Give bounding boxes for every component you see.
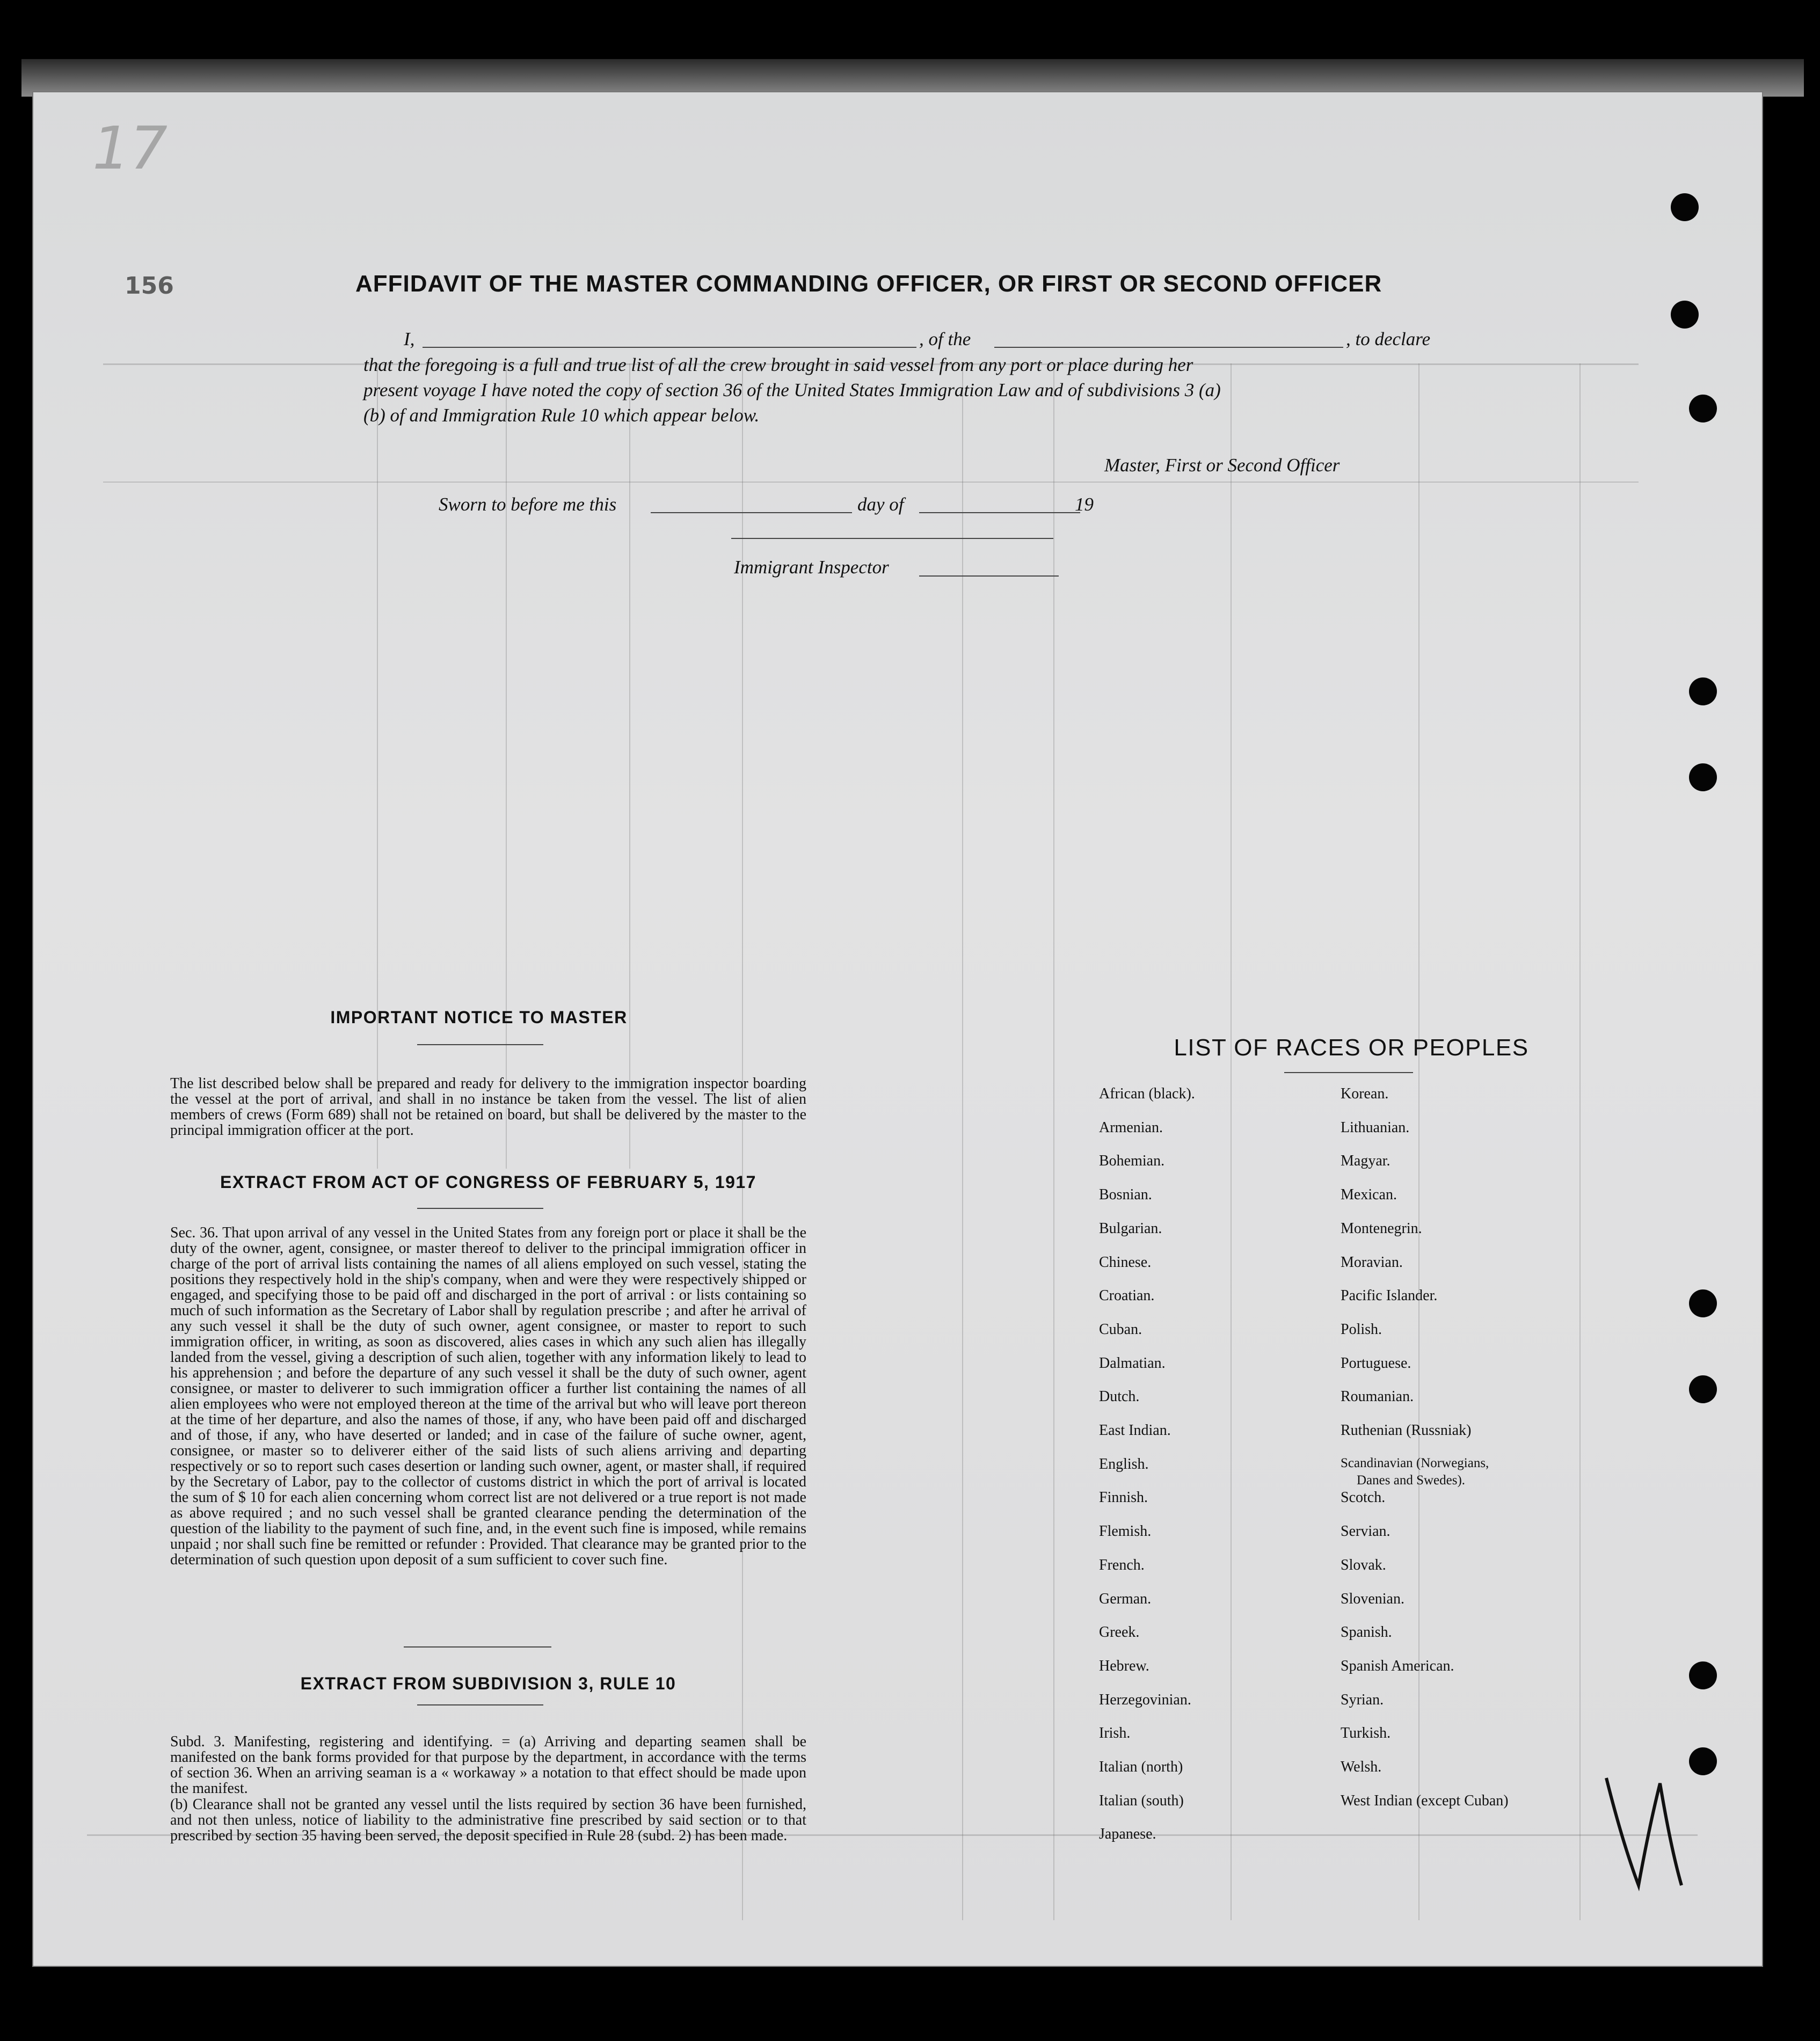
race-item: Croatian. xyxy=(1099,1287,1155,1304)
act-text: Sec. 36. That upon arrival of any vessel in the United States from any foreign port or place it shall be the duty of the owner, agent, consignee, or master thereof to deliver to the principal immigration officer in charge of the port of arrival lists containing the names of all aliens employed on such vessel, stating the positions they respectively hold in the ship's company, when and were they were respectively shipped or engaged, and specifying those to be paid off and discharged in the port of arrival : or lists containing so much of such information as the Secretary of Labor shall by regulation prescribe ; and after he arrival of any such vessel it shall be the duty of such owner, agent consignee, or master to report to such immigration officer, in writing, as soon as discovered, alies cases in which any such alien has illegally landed from the vessel, giving a description of such alien, together with any information likely to lead to his apprehension ; and before the departure of any such vessel it shall be the duty of such owner, agent consignee, or master to deliverer to such immigration officer a further list containing the names of all alien employees who were not employed thereon at the time of the arrival but who will leave port thereon at the time of her departure, and also the names of those, if any, who have been paid off and discharged and of those, if any, who have deserted or landed; and in case of the failure of suche owner, agent, consignee, or master so to deliverer either of the said lists of such aliens arriving and departing respectively or so to report such cases desertion or landing such owner, agent, or master shall, if required by the Secretary of Labor, pay to the collector of customs district in which the port of arrival is located the sum of $ 10 for each alien concerning whom correct list are not delivered or a true report is not made as above required ; and no such vessel shall be granted clearance pending the determination of the question of the liability to the payment of such fine, and, in the event such fine is imposed, while remains unpaid ; nor shall such fine be remitted or refunder : Provided. That clearance may be granted prior to the determination of such question upon deposit of a sum sufficient to cover such fine. xyxy=(170,1224,806,1568)
stamp-number: 156 xyxy=(125,272,174,300)
race-item: Finnish. xyxy=(1099,1489,1148,1506)
year-label: 19 xyxy=(1075,494,1094,515)
act-divider xyxy=(404,1646,551,1648)
race-item: Armenian. xyxy=(1099,1119,1163,1136)
race-item: Magyar. xyxy=(1341,1153,1391,1170)
affidavit-line-3: present voyage I have noted the copy of section 36 of the United States Immigration Law and of subdivisions 3 (a) xyxy=(363,380,1221,400)
punch-hole xyxy=(1671,301,1699,329)
bleed-through-column xyxy=(1053,363,1054,1920)
race-item: Bohemian. xyxy=(1099,1153,1165,1170)
manifest-sheet xyxy=(32,91,1763,1967)
race-item: East Indian. xyxy=(1099,1422,1171,1439)
race-item: Italian (south) xyxy=(1099,1792,1184,1809)
race-item: Bosnian. xyxy=(1099,1186,1152,1204)
race-item: Chinese. xyxy=(1099,1253,1152,1271)
bleed-through-column xyxy=(377,363,378,1169)
page-number-mark: 17 xyxy=(92,114,168,183)
race-item: Moravian. xyxy=(1341,1253,1403,1271)
act-heading: EXTRACT FROM ACT OF CONGRESS OF FEBRUARY 5, 1917 xyxy=(220,1172,756,1192)
race-item: Hebrew. xyxy=(1099,1657,1149,1674)
race-item: Italian (north) xyxy=(1099,1759,1183,1775)
race-item: Scotch. xyxy=(1341,1489,1386,1506)
race-item: Dutch. xyxy=(1099,1388,1140,1405)
bleed-through-column xyxy=(962,363,963,1920)
race-item: Slovenian. xyxy=(1341,1590,1404,1607)
punch-hole xyxy=(1671,193,1699,221)
race-item: Greek. xyxy=(1099,1624,1140,1641)
race-item: Korean. xyxy=(1341,1085,1389,1102)
bleed-through-column xyxy=(1231,363,1232,1920)
race-item: Welsh. xyxy=(1341,1759,1382,1775)
race-item: Japanese. xyxy=(1099,1826,1156,1843)
punch-hole xyxy=(1689,1289,1717,1317)
sworn-label: Sworn to before me this xyxy=(439,494,617,515)
race-item: Montenegrin. xyxy=(1341,1220,1422,1237)
rule-heading: EXTRACT FROM SUBDIVISION 3, RULE 10 xyxy=(300,1674,676,1693)
affidavit-title: AFFIDAVIT OF THE MASTER COMMANDING OFFICER, OR FIRST OR SECOND OFFICER xyxy=(355,271,1382,297)
race-item: German. xyxy=(1099,1590,1152,1607)
race-item: Ruthenian (Russniak) xyxy=(1341,1422,1472,1439)
inspector-blank-line xyxy=(919,575,1059,577)
races-underline xyxy=(1284,1072,1413,1073)
bleed-through-column xyxy=(1579,363,1581,1920)
notice-text: The list described below shall be prepared and ready for delivery to the immigration inspector boarding the vessel at the port of arrival, and shall in no instance be taken from the vessel. The list of alien members of crews (Form 689) shall not be retained on board, but shall be delivered by the master to the principal immigration officer at the port. xyxy=(170,1075,806,1139)
races-heading: LIST OF RACES OR PEOPLES xyxy=(1174,1034,1529,1061)
signature-blank-line xyxy=(731,538,1053,539)
race-item: French. xyxy=(1099,1556,1145,1573)
race-item: Cuban. xyxy=(1099,1321,1142,1338)
bleed-through-column xyxy=(1418,363,1419,1920)
rule-underline xyxy=(417,1704,543,1705)
race-item: Mexican. xyxy=(1341,1186,1397,1204)
signer-label: Master, First or Second Officer xyxy=(1104,455,1340,476)
race-item: English. xyxy=(1099,1455,1149,1473)
race-item: Pacific Islander. xyxy=(1341,1287,1438,1304)
month-blank-line xyxy=(919,512,1080,513)
inspector-label: Immigrant Inspector xyxy=(734,557,889,578)
punch-hole xyxy=(1689,1747,1717,1775)
race-item: Scandinavian (Norwegians, xyxy=(1341,1455,1489,1470)
rule-text-b: (b) Clearance shall not be granted any vessel until the lists required by section 36 have been furnished, and not then unless, notice of liability to the administrative fine prescribed by said section or to that prescribed by section 35 having been served, the deposit specified in Rule 28 (subd. 2) has been made. xyxy=(170,1796,806,1844)
race-item: Portuguese. xyxy=(1341,1354,1411,1372)
race-item: Lithuanian. xyxy=(1341,1119,1410,1136)
affidavit-i: I, xyxy=(404,329,415,349)
notice-heading: IMPORTANT NOTICE TO MASTER xyxy=(330,1008,628,1027)
rule-text-a: Subd. 3. Manifesting, registering and identifying. = (a) Arriving and departing seamen shall be manifested on the bank forms provided for that purpose by the department, in accordance with the terms of section 36. When an arriving seaman is a « workaway » a notation to that effect should be made upon the manifest. xyxy=(170,1733,806,1797)
name-blank-line xyxy=(423,347,916,348)
affidavit-line-2: that the foregoing is a full and true list of all the crew brought in said vessel from any port or place during her xyxy=(363,354,1193,375)
bleed-through-column xyxy=(506,363,507,1169)
vessel-blank-line xyxy=(994,347,1343,348)
affidavit-line-4: (b) of and Immigration Rule 10 which appear below. xyxy=(363,405,760,426)
race-item: Spanish. xyxy=(1341,1624,1392,1641)
punch-hole xyxy=(1689,1375,1717,1403)
day-of-label: day of xyxy=(857,494,904,515)
race-item: Dalmatian. xyxy=(1099,1354,1166,1372)
race-item: Irish. xyxy=(1099,1725,1131,1742)
bleed-through-column xyxy=(629,363,630,1169)
race-item: Roumanian. xyxy=(1341,1388,1414,1405)
handwritten-checkmark-icon xyxy=(1601,1762,1698,1901)
day-blank-line xyxy=(651,512,852,513)
act-underline xyxy=(417,1208,543,1209)
race-item: Spanish American. xyxy=(1341,1657,1454,1674)
race-item: Slovak. xyxy=(1341,1556,1386,1573)
race-item: Servian. xyxy=(1341,1523,1391,1540)
punch-hole xyxy=(1689,677,1717,705)
bleed-through-rule xyxy=(103,482,1639,483)
punch-hole xyxy=(1689,763,1717,791)
punch-hole xyxy=(1689,1661,1717,1689)
race-item: Turkish. xyxy=(1341,1725,1391,1742)
punch-hole xyxy=(1689,395,1717,422)
race-item: Bulgarian. xyxy=(1099,1220,1162,1237)
race-item: West Indian (except Cuban) xyxy=(1341,1792,1509,1809)
affidavit-of-the: , of the xyxy=(919,329,971,349)
race-item: Syrian. xyxy=(1341,1691,1384,1708)
race-item: Flemish. xyxy=(1099,1523,1152,1540)
race-item: Herzegovinian. xyxy=(1099,1691,1191,1708)
race-item: African (black). xyxy=(1099,1085,1195,1102)
race-item: Danes and Swedes). xyxy=(1357,1473,1466,1488)
affidavit-to-declare: , to declare xyxy=(1346,329,1431,349)
notice-underline xyxy=(417,1044,543,1045)
race-item: Polish. xyxy=(1341,1321,1382,1338)
